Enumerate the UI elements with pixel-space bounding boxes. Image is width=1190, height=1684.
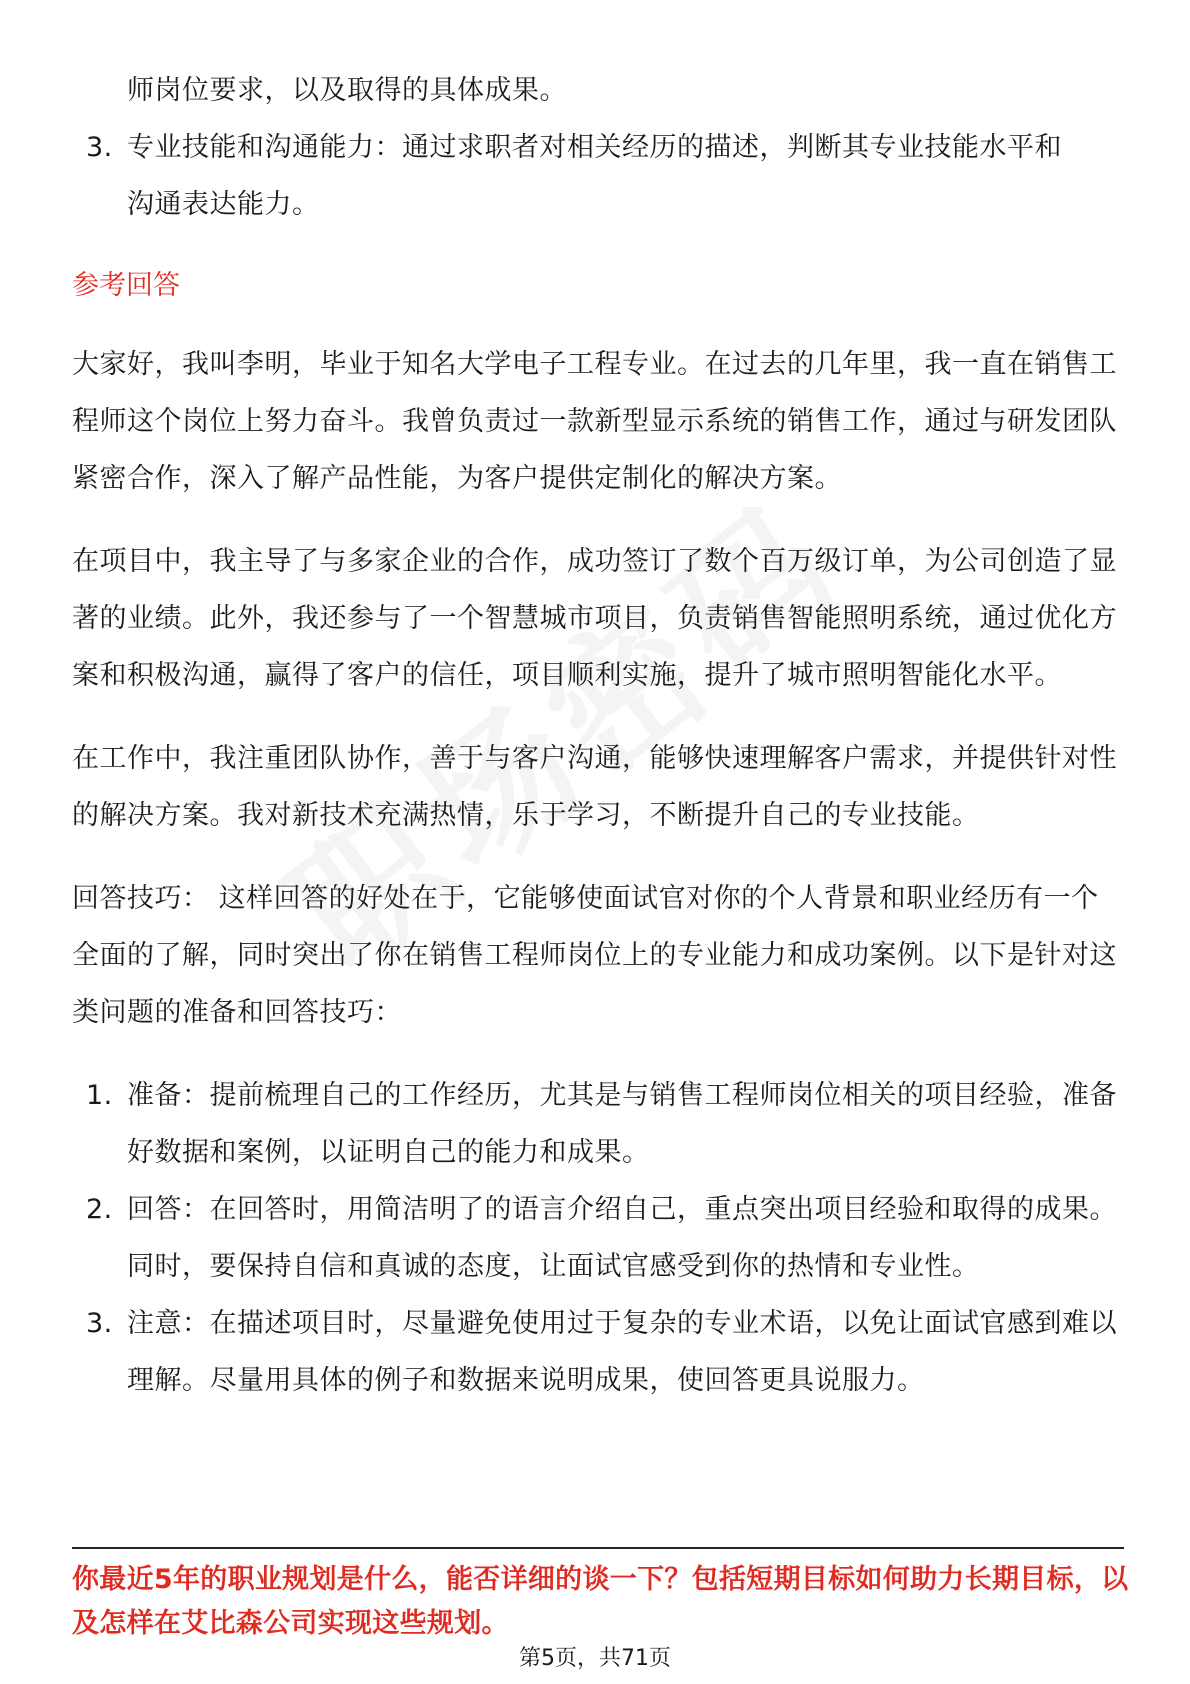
- list-item-text: 回答：在回答时，用简洁明了的语言介绍自己，重点突出项目经验和取得的成果。同时，要保持自信和真诚的态度，让面试官感受到你的热情和专业性。: [127, 1194, 1117, 1282]
- answer-tips-paragraph: 回答技巧： 这样回答的好处在于，它能够使面试官对你的个人背景和职业经历有一个全面的了解，同时突出了你在销售工程师岗位上的专业能力和成功案例。以下是针对这类问题的准备和回答技巧：: [72, 883, 1117, 1028]
- list-item-text: 专业技能和沟通能力：通过求职者对相关经历的描述，判断其专业技能水平和: [127, 132, 1062, 163]
- list-item-number: 2.: [86, 1194, 113, 1225]
- list-item-number: 3.: [86, 1308, 113, 1339]
- list-item: [72, 119, 1122, 233]
- next-question-heading: 你最近5年的职业规划是什么，能否详细的谈一下？包括短期目标如何助力长期目标，以及怎样在艾比森公司实现这些规划。: [72, 1564, 1129, 1639]
- top-numbered-list: [72, 119, 1122, 233]
- list-item: [72, 1067, 1122, 1181]
- page-content: [72, 62, 1122, 1409]
- list-item-continuation: 师岗位要求，以及取得的具体成果。: [127, 75, 567, 106]
- answer-paragraph: 大家好，我叫李明，毕业于知名大学电子工程专业。在过去的几年里，我一直在销售工程师这个岗位上努力奋斗。我曾负责过一款新型显示系统的销售工作，通过与研发团队紧密合作，深入了解产品性能，为客户提供定制化的解决方案。: [72, 349, 1117, 494]
- divider: [72, 1547, 1124, 1549]
- list-item-number: 1.: [86, 1080, 113, 1111]
- list-item: [72, 1181, 1122, 1295]
- list-item-number: 3.: [86, 132, 113, 163]
- section-heading: 参考回答: [72, 270, 180, 301]
- answer-paragraph: 在项目中，我主导了与多家企业的合作，成功签订了数个百万级订单，为公司创造了显著的业绩。此外，我还参与了一个智慧城市项目，负责销售智能照明系统，通过优化方案和积极沟通，赢得了客户的信任，项目顺利实施，提升了城市照明智能化水平。: [72, 546, 1117, 691]
- list-item: [72, 1295, 1122, 1409]
- tips-numbered-list: [72, 1067, 1122, 1409]
- list-item-text: 准备：提前梳理自己的工作经历，尤其是与销售工程师岗位相关的项目经验，准备好数据和案例，以证明自己的能力和成果。: [127, 1080, 1117, 1168]
- answer-paragraph: 在工作中，我注重团队协作，善于与客户沟通，能够快速理解客户需求，并提供针对性的解决方案。我对新技术充满热情，乐于学习，不断提升自己的专业技能。: [72, 743, 1117, 831]
- list-item-text-continued: 沟通表达能力。: [127, 189, 320, 220]
- list-item-text: 注意：在描述项目时，尽量避免使用过于复杂的专业术语，以免让面试官感到难以理解。尽量用具体的例子和数据来说明成果，使回答更具说服力。: [127, 1308, 1117, 1396]
- page-number: 第5页，共71页: [519, 1646, 671, 1671]
